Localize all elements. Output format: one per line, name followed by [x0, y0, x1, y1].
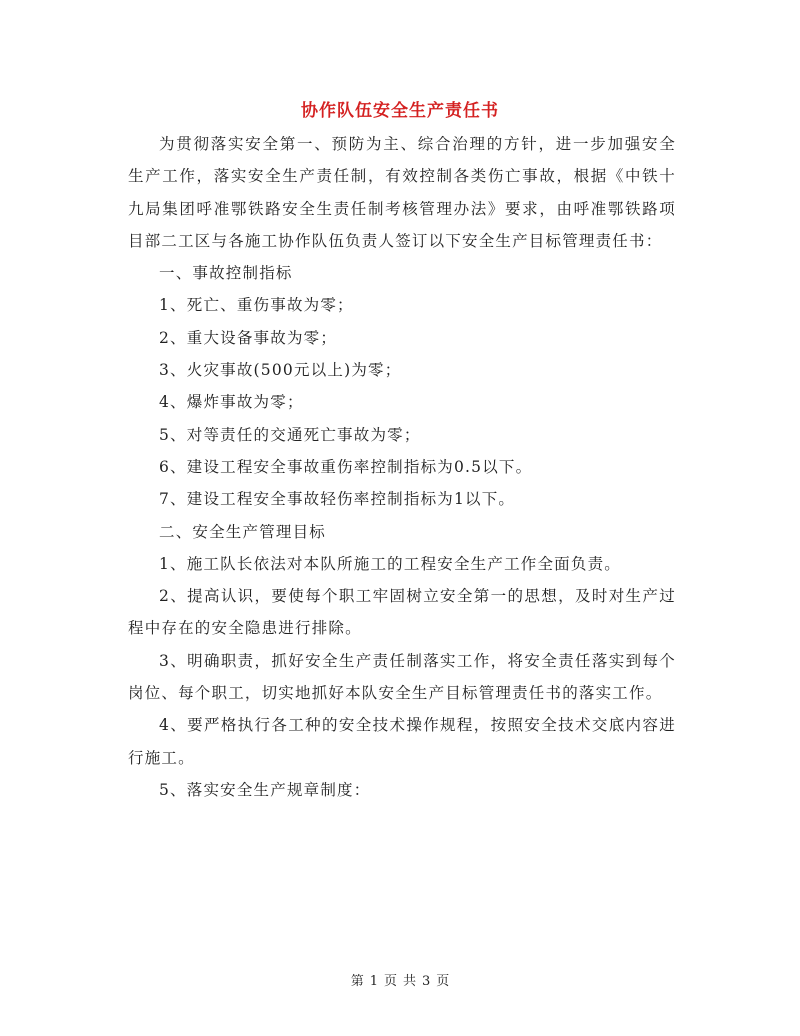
footer-total-suffix: 页	[436, 974, 450, 989]
footer-page-word: 页	[383, 974, 397, 989]
list-item: 3、明确职责，抓好安全生产责任制落实工作，将安全责任落实到每个岗位、每个职工，切实地抓好本队安全生产目标管理责任书的落实工作。	[128, 651, 676, 703]
section-heading-safety-management: 二、安全生产管理目标	[159, 522, 327, 541]
list-item: 5、对等责任的交通死亡事故为零；	[159, 425, 421, 444]
footer-current-page: 1	[369, 974, 378, 989]
list-item: 4、要严格执行各工种的安全技术操作规程，按照安全技术交底内容进行施工。	[128, 716, 676, 767]
document-title: 协作队伍安全生产责任书	[301, 101, 499, 121]
page-footer	[0, 970, 800, 989]
list-item: 6、建设工程安全事故重伤率控制指标为0.5以下。	[159, 457, 533, 476]
list-item: 1、死亡、重伤事故为零；	[159, 296, 354, 315]
list-item: 1、施工队长依法对本队所施工的工程安全生产工作全面负责。	[159, 554, 621, 573]
footer-prefix: 第	[350, 974, 364, 989]
list-item: 5、落实安全生产规章制度：	[159, 780, 371, 799]
footer-total-prefix: 共	[403, 974, 417, 989]
list-item: 7、建设工程安全事故轻伤率控制指标为1以下。	[159, 490, 516, 509]
intro-paragraph: 为贯彻落实安全第一、预防为主、综合治理的方针，进一步加强安全生产工作，落实安全生产责任制，有效控制各类伤亡事故，根据《中铁十九局集团呼准鄂铁路安全生责任制考核管理办法》要求，由呼准鄂铁路项目部二工区与各施工协作队伍负责人签订以下安全生产目标管理责任书：	[128, 135, 676, 250]
footer-total-pages: 3	[422, 974, 431, 989]
list-item: 2、提高认识，要使每个职工牢固树立安全第一的思想，及时对生产过程中存在的安全隐患进行排除。	[128, 587, 676, 638]
list-item: 2、重大设备事故为零；	[159, 328, 338, 347]
list-item: 3、火灾事故(500元以上)为零；	[159, 361, 402, 380]
document-body	[128, 128, 676, 806]
section-heading-accident-control: 一、事故控制指标	[159, 264, 293, 283]
list-item: 4、爆炸事故为零；	[159, 393, 304, 412]
